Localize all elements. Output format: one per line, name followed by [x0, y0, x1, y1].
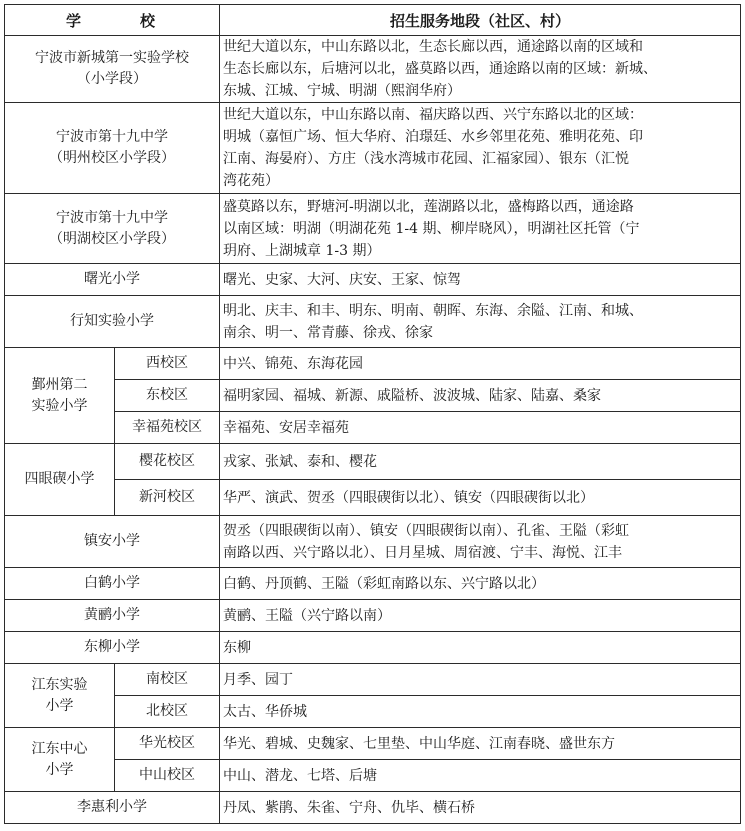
table-row — [5, 600, 741, 632]
service-area: 世纪大道以东，中山东路以南、福庆路以西、兴宁东路以北的区域： 明城（嘉恒广场、恒大华府、泊璟廷、水乡邻里花苑、雅明花苑、印 江南、海晏府）、方庄（浅水湾城市花园、汇福家园）、银东（汇悦 湾花苑） — [220, 103, 741, 194]
school-name: 宁波市第十九中学 （明州校区小学段） — [5, 103, 220, 194]
service-area: 福明家园、福城、新源、戚隘桥、波波城、陆家、陆嘉、桑家 — [220, 380, 741, 412]
table-row — [5, 380, 741, 412]
campus-name: 幸福苑校区 — [115, 412, 220, 444]
school-name: 鄞州第二 实验小学 — [5, 348, 115, 444]
service-area: 中山、潜龙、七塔、后塘 — [220, 760, 741, 792]
school-name: 镇安小学 — [5, 516, 220, 568]
table-row — [5, 412, 741, 444]
service-area: 华光、碧城、史魏家、七里垫、中山华庭、江南春晓、盛世东方 — [220, 728, 741, 760]
school-name: 黄鹂小学 — [5, 600, 220, 632]
school-name: 东柳小学 — [5, 632, 220, 664]
school-name: 四眼碶小学 — [5, 444, 115, 516]
service-area: 贺丞（四眼碶街以南）、镇安（四眼碶街以南）、孔雀、王隘（彩虹 南路以西、兴宁路以北）、日月星城、周宿渡、宁丰、海悦、江丰 — [220, 516, 741, 568]
school-name: 李惠利小学 — [5, 792, 220, 824]
service-area: 曙光、史家、大河、庆安、王家、惊驾 — [220, 264, 741, 296]
table-header-row — [5, 5, 741, 36]
table-row — [5, 664, 741, 696]
table-row — [5, 296, 741, 348]
service-area: 中兴、锦苑、东海花园 — [220, 348, 741, 380]
table-row — [5, 632, 741, 664]
service-area: 丹凤、紫鹃、朱雀、宁舟、仇毕、横石桥 — [220, 792, 741, 824]
table-row — [5, 792, 741, 824]
table-row — [5, 696, 741, 728]
table-row — [5, 103, 741, 194]
school-name: 行知实验小学 — [5, 296, 220, 348]
service-area: 黄鹂、王隘（兴宁路以南） — [220, 600, 741, 632]
table-row — [5, 194, 741, 264]
service-area: 东柳 — [220, 632, 741, 664]
table-row — [5, 264, 741, 296]
table-row — [5, 480, 741, 516]
campus-name: 新河校区 — [115, 480, 220, 516]
campus-name: 华光校区 — [115, 728, 220, 760]
campus-name: 南校区 — [115, 664, 220, 696]
school-name: 曙光小学 — [5, 264, 220, 296]
enrollment-district-table — [4, 4, 741, 824]
table-row — [5, 36, 741, 103]
service-area: 盛莫路以东，野塘河-明湖以北，莲湖路以北，盛梅路以西，通途路 以南区域：明湖（明湖花苑 1-4 期、柳岸晓风），明湖社区托管（宁 玥府、上湖城章 1-3 期） — [220, 194, 741, 264]
school-name: 宁波市第十九中学 （明湖校区小学段） — [5, 194, 220, 264]
school-name: 白鹤小学 — [5, 568, 220, 600]
school-name: 宁波市新城第一实验学校 （小学段） — [5, 36, 220, 103]
campus-name: 东校区 — [115, 380, 220, 412]
table-row — [5, 348, 741, 380]
school-name: 江东中心 小学 — [5, 728, 115, 792]
service-area: 戎家、张斌、泰和、樱花 — [220, 444, 741, 480]
service-area: 白鹤、丹顶鹤、王隘（彩虹南路以东、兴宁路以北） — [220, 568, 741, 600]
header-area: 招生服务地段（社区、村） — [220, 5, 741, 36]
header-school: 学 校 — [5, 5, 220, 36]
campus-name: 西校区 — [115, 348, 220, 380]
table-row — [5, 760, 741, 792]
service-area: 华严、演武、贺丞（四眼碶街以北）、镇安（四眼碶街以北） — [220, 480, 741, 516]
service-area: 月季、园丁 — [220, 664, 741, 696]
table-row — [5, 516, 741, 568]
campus-name: 中山校区 — [115, 760, 220, 792]
table-row — [5, 728, 741, 760]
school-name: 江东实验 小学 — [5, 664, 115, 728]
table-row — [5, 444, 741, 480]
campus-name: 樱花校区 — [115, 444, 220, 480]
service-area: 明北、庆丰、和丰、明东、明南、朝晖、东海、余隘、江南、和城、 南余、明一、常青藤、徐戎、徐家 — [220, 296, 741, 348]
service-area: 幸福苑、安居幸福苑 — [220, 412, 741, 444]
campus-name: 北校区 — [115, 696, 220, 728]
service-area: 世纪大道以东，中山东路以北，生态长廊以西，通途路以南的区域和 生态长廊以东，后塘河以北，盛莫路以西，通途路以南的区域：新城、 东城、江城、宁城、明湖（熙润华府） — [220, 36, 741, 103]
service-area: 太古、华侨城 — [220, 696, 741, 728]
table-row — [5, 568, 741, 600]
